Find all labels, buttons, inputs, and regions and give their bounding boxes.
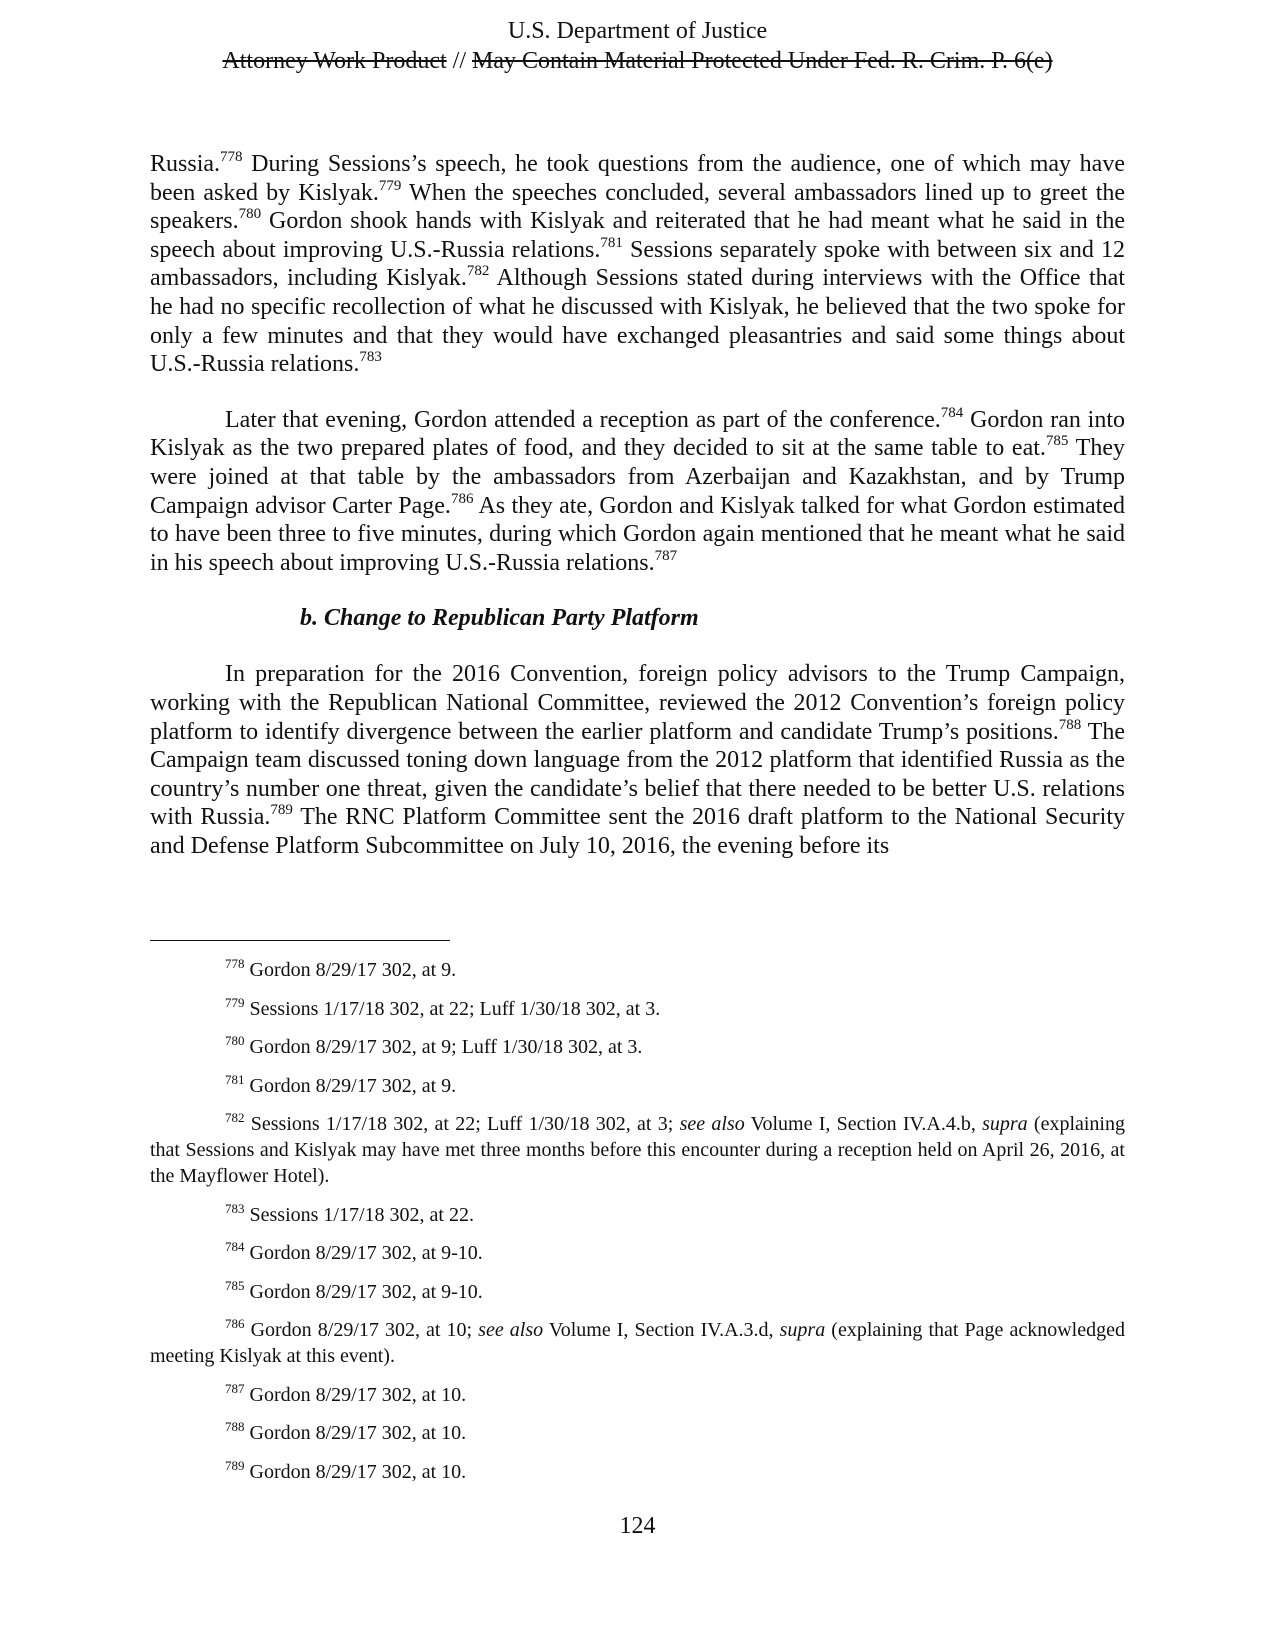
footnote-779: $^{779}$ Sessions 1/17/18 302, at 22; Luff 1/30/18 302, at 3. (225, 994, 661, 1020)
footnote-789: $^{789}$ Gordon 8/29/17 302, at 10. (225, 1457, 467, 1483)
footnote-ref: 789 (270, 802, 293, 819)
paragraph-1: Russia.$^{778}$ During Sessions’s speech, he took questions from the audience, one of which may have been asked by Kislyak.$^{779}$ When the speeches concluded, several ambassadors lined up to greet the speakers.$^{780}$ Gordon shook hands with Kislyak and reiterated that he had meant what he said in the speech about improving U.S.-Russia relations.$^{781}$ Sessions separately spoke with between six and 12 ambassadors, including Kislyak.$^{782}$ Although Sessions stated during interviews with the Office that he had no specific recollection of what he discussed with Kislyak, he believed that the two spoke for only a few minutes and that they would have exchanged pleasantries and said some things about U.S.-Russia relations.$^{783}$ (150, 149, 1126, 378)
footnote-ref: 788 (1058, 716, 1082, 733)
footnote-ref: 781 (600, 234, 623, 251)
paragraph-2: Later that evening, Gordon attended a reception as part of the conference.$^{784}$ Gordon ran into Kislyak as the two prepared plates of food, and they decided to sit at the same table to eat.$^{785}$ They were joined at that table by the ambassadors from Azerbaijan and Kazakhstan, and by Trump Campaign advisor Carter Page.$^{786}$ As they ate, Gordon and Kislyak talked for what Gordon estimated to have been three to five minutes, during which Gordon again mentioned that he meant what he said in his speech about improving U.S.-Russia relations.$^{787}$ (150, 404, 1125, 576)
footnote-780: $^{780}$ Gordon 8/29/17 302, at 9; Luff 1/30/18 302, at 3. (225, 1033, 643, 1058)
footnote-ref: 784 (940, 404, 964, 421)
footnote-785: $^{785}$ Gordon 8/29/17 302, at 9-10. (225, 1277, 483, 1303)
footnote-786: $^{786}$ Gordon 8/29/17 302, at 10; see also Volume I, Section IV.A.3.d, supra (explaining that Page acknowledged meeting Kislyak at this event). (150, 1316, 1125, 1367)
marking-separator: // (446, 48, 473, 74)
footnote-784: $^{784}$ Gordon 8/29/17 302, at 9-10. (225, 1239, 483, 1264)
footnote-ref: 785 (1045, 433, 1069, 450)
footnote-781: $^{781}$ Gordon 8/29/17 302, at 9. (225, 1071, 457, 1097)
footnote-ref: 782 (466, 263, 490, 280)
footnote-ref: 786 (450, 490, 474, 507)
grand-jury-marking: May Contain Material Protected Under Fed. R. Crim. P. 6(e) (472, 48, 1053, 74)
footnote-ref: 780 (238, 206, 262, 223)
footnote-divider (150, 940, 450, 941)
body-text (150, 150, 1125, 860)
footnote-ref: 787 (654, 547, 678, 564)
work-product-marking: Attorney Work Product (222, 48, 447, 74)
footnote-782: $^{782}$ Sessions 1/17/18 302, at 22; Luff 1/30/18 302, at 3; see also Volume I, Section IV.A.4.b, supra (explaining that Sessions and Kislyak may have met three months before this encounter during a reception held on April 26, 2016, at the Mayflower Hotel). (150, 1110, 1125, 1187)
paragraph-3: In preparation for the 2016 Convention, foreign policy advisors to the Trump Campaign, working with the Republican National Committee, reviewed the 2012 Convention’s foreign policy platform to identify divergence between the earlier platform and candidate Trump’s positions.$^{788}$ The Campaign team discussed toning down language from the 2012 platform that identified Russia as the country’s number one threat, given the candidate’s belief that there needed to be better U.S. relations with Russia.$^{789}$ The RNC Platform Committee sent the 2016 draft platform to the National Security and Defense Platform Subcommittee on July 10, 2016, the evening before its (150, 661, 1125, 859)
page-header (0, 16, 1275, 76)
footnote-ref: 779 (378, 177, 402, 194)
footnote-787: $^{787}$ Gordon 8/29/17 302, at 10. (225, 1380, 467, 1406)
section-heading: b. Change to Republican Party Platform (300, 605, 699, 632)
footnotes (150, 940, 1125, 1497)
footnote-ref: 783 (359, 349, 382, 366)
page-number: 124 (619, 1513, 656, 1539)
footnote-783: $^{783}$ Sessions 1/17/18 302, at 22. (225, 1200, 474, 1226)
department-name: U.S. Department of Justice (507, 18, 768, 44)
document-marking (0, 46, 1275, 76)
footnote-778: $^{778}$ Gordon 8/29/17 302, at 9. (225, 956, 457, 981)
footnote-ref: 778 (220, 149, 243, 165)
footnote-788: $^{788}$ Gordon 8/29/17 302, at 10. (225, 1419, 467, 1444)
